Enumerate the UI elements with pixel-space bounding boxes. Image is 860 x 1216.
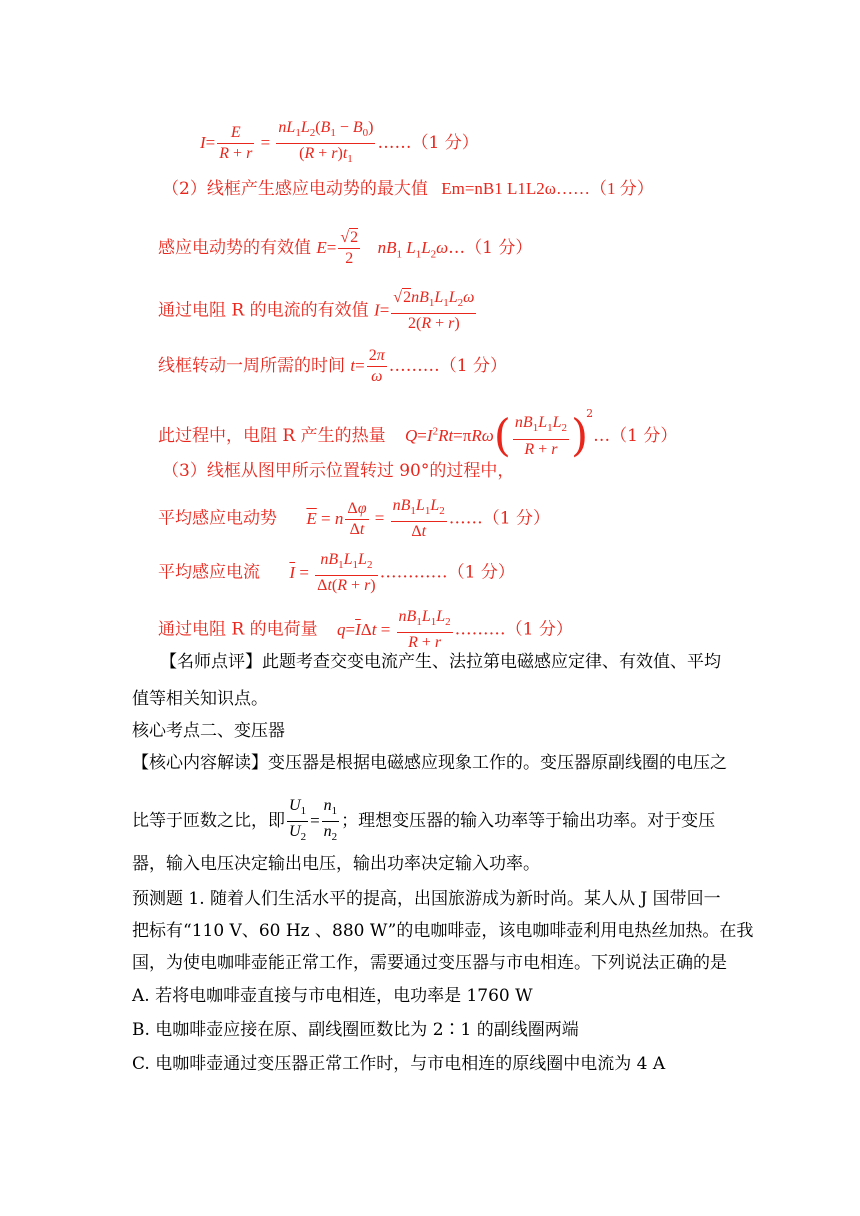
avg-current-line: 平均感应电流 $\overline{I}$ = $\frac{nB_1L_1L_2}{\Delta t(R + r)}$ …………（1 分） — [158, 551, 515, 595]
teacher-comment-line1: 【名师点评】此题考查交变电流产生、法拉第电磁感应定律、有效值、平均 — [160, 652, 721, 672]
effective-emf-line: 感应电动势的有效值 E= $\frac{√2}{2}$ $nB_1$ $L_1L_2\omega\dots(1$ 分） — [158, 229, 533, 267]
question-line3: 国，为使电咖啡壶能正常工作，需要通过变压器与市电相连。下列说法正确的是 — [132, 953, 727, 973]
score-note: ………（1 分） — [454, 619, 573, 640]
effective-current-line: 通过电阻 R 的电流的有效值 I= $\frac{√2nB_1L_1L_2\omega}{2(R + r)}$ — [158, 289, 475, 333]
effective-current-label: 通过电阻 R 的电流的有效值 — [158, 300, 369, 321]
heat-line: 此过程中，电阻 R 产生的热量 $Q=I^2Rt=\pi R\omega$( $\frac{nB_1L_1L_2}{R + r}$ )$^2$…（1 分） — [158, 407, 678, 462]
ratio-tail: ；理想变压器的输入功率等于输出功率。对于变压 — [341, 811, 716, 832]
option-c: C. 电咖啡壶通过变压器正常工作时，与市电相连的原线圈中电流为 4 A — [132, 1054, 666, 1074]
core-content-line3: 器，输入电压决定输出电压，输出功率决定输入功率。 — [132, 854, 540, 874]
core-content-line1: 【核心内容解读】变压器是根据电磁感应现象工作的。变压器原副线圈的电压之 — [132, 753, 727, 773]
option-a: A. 若将电咖啡壶直接与市电相连，电功率是 1760 W — [132, 986, 533, 1006]
max-emf-math: Em=nB1 L1L2ω……（1 分） — [441, 179, 654, 198]
avg-emf-label: 平均感应电动势 — [158, 508, 277, 529]
question-line2: 把标有“110 V、60 Hz 、880 W”的电咖啡壶，该电咖啡壶利用电热丝加热。在我 — [132, 921, 754, 941]
score-note: ……（1 分） — [377, 133, 479, 154]
max-emf-line — [162, 177, 654, 201]
effective-emf-label: 感应电动势的有效值 — [158, 238, 311, 258]
heat-label: 此过程中，电阻 R 产生的热量 — [158, 426, 386, 446]
score-note: ………（1 分） — [388, 356, 507, 376]
avg-emf-line: 平均感应电动势 $\overline{E} = n$ $\frac{\Delta\varphi}{\Delta t}$ = $\frac{nB_1L_1L_2}{\Delta t}$ ……（1 分） — [158, 497, 550, 541]
core-content-line2: 比等于匝数之比，即 $\frac{U_1}{U_2}$ = $\frac{n_1}{n_2}$ ；理想变压器的输入功率等于输出功率。对于变压 — [132, 797, 716, 844]
period-line: 线框转动一周所需的时间 t= $\frac{2\pi}{\omega}$ ………（1 分） — [158, 347, 507, 385]
ratio-label: 比等于匝数之比，即 — [132, 811, 285, 832]
option-b: B. 电咖啡壶应接在原、副线圈匝数比为 2∶1 的副线圈两端 — [132, 1020, 579, 1040]
formula-current: I= $\frac{E}{R + r}$ = $\frac{nL_1L_2(B_1 - B_0)}{(R + r)t_1}$ ……（1 分） — [200, 119, 479, 166]
teacher-comment-line2: 值等相关知识点。 — [132, 689, 268, 709]
charge-line: 通过电阻 R 的电荷量 $q=\overline{I}\Delta t$ = $\frac{nB_1L_1L_2}{R + r}$ ………（1 分） — [158, 608, 573, 652]
score-note: ……（1 分） — [448, 508, 550, 529]
score-note: …（1 分） — [593, 426, 678, 446]
part3-line — [162, 459, 514, 483]
max-emf-label: （2）线框产生感应电动势的最大值 — [162, 179, 428, 199]
avg-current-label: 平均感应电流 — [158, 562, 260, 583]
section-heading: 核心考点二、变压器 — [132, 721, 285, 741]
charge-label: 通过电阻 R 的电荷量 — [158, 619, 318, 640]
score-note: …………（1 分） — [379, 562, 515, 583]
score-note: …（1 分） — [448, 238, 533, 258]
period-label: 线框转动一周所需的时间 — [158, 356, 345, 376]
part3-label: （3）线框从图甲所示位置转过 90°的过程中， — [162, 461, 515, 481]
question-line1: 预测题 1. 随着人们生活水平的提高，出国旅游成为新时尚。某人从 J 国带回一 — [132, 889, 721, 909]
